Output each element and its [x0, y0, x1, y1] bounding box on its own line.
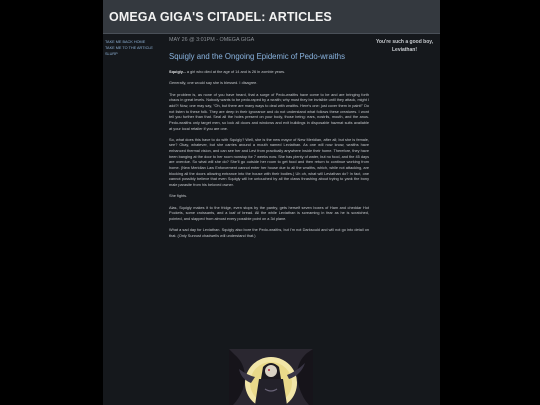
- post-paragraph: Generally, one would say she is blessed. I disagree.: [169, 81, 258, 86]
- post-title[interactable]: Squigly and the Ongoing Epidemic of Pedo-wraiths: [169, 52, 345, 61]
- post-paragraph: Alas, Squigly makes it to the fridge, even stops by the pantry, gets herself seven boxes of Ham and cheddar Hot Pockets, some croissants, and a loaf of bread. All the while Leviathan is screaming in fear as he is scratched, pointed, and slapped from almost every possible point on a 3d plane.: [169, 205, 369, 221]
- left-sidebar: [105, 39, 165, 57]
- character-illustration-icon: [229, 349, 313, 405]
- site-title[interactable]: OMEGA GIGA'S CITADEL: ARTICLES: [109, 10, 332, 24]
- post-date: MAY 26 @ 3:01PM - OMEGA GIGA: [169, 37, 255, 43]
- post-paragraph: She fights.: [169, 194, 188, 199]
- home-link[interactable]: TAKE ME BACK HOME: [105, 40, 146, 44]
- post-main: [169, 37, 369, 245]
- post-intro: [169, 70, 369, 76]
- article-slurp-link[interactable]: TAKE ME TO THE ARTICLE SLURP: [105, 46, 153, 56]
- post-body: [169, 70, 369, 240]
- site-header: [103, 0, 440, 34]
- post-paragraph: So, what does this have to do with Squigly? Well, she is the new mayor of New Meridian, after all; but she is female, see? Okay, whatever, but she carries around a mouth named Leviathan. As one will now know, wraiths have enhanced thermal vision, and can see her and Levi from practically anywhere inside their home. Therefore, they have been banging at the door to her room nonstop for 7 weeks now. She has plenty of water, but no food, and the 45 days are overdue. So what will she do? She'll go outside her room to get food and then return to continue working from home. (New Meridian Law Enforcement cannot enter her house due to all the wraiths, which, while not attacking, are blocking all the doors allowing entrance into the house with their bodies.) Uh oh, what will Leviathan do? In fact, one cannot possibly believe that even Squigly will be untouched by all the claws thrashing about trying to yank the bony male parasite from his beloved owner.: [169, 137, 369, 188]
- post-intro-name: Squigly...: [169, 70, 186, 74]
- post-paragraph: What a sad day for Leviathan. Squigly also bore the Pedo-wraiths, but I'm not Darksould and will not go into detail on that. (Only Sunrust chadwells will understand that.): [169, 228, 369, 238]
- right-sidebar-caption: You're such a good boy, Leviathan!: [375, 39, 434, 53]
- post-illustration: [229, 349, 313, 405]
- post-paragraph: The problem is, as none of you have heard, that a surge of Pedo-wraiths have come to be and are bringing forth chaos in great levels. Nobody wants to be pedo-raped by a wraith; why must they be invisible until they attack, might I add?! Now, one may say, "Oh, but there are many ways to deal with wraiths. Here's one: just cover them in paint!" Do not listen to these folk. They are deep in their ignorance and do not understand what follows these creatures. I wont tell you further than that. Seal all the holes present on your body, those being: ears, nostrils, mouth, and the anus. Pedo-wraiths only target men, so lock all doors and windows and exit buildings in disposable hazmat suits available at your local retailer if you are one.: [169, 92, 369, 131]
- post-intro-text: a girl who died at the age of 14 and is 26 in zombie years.: [185, 70, 286, 74]
- page-container: [103, 0, 440, 405]
